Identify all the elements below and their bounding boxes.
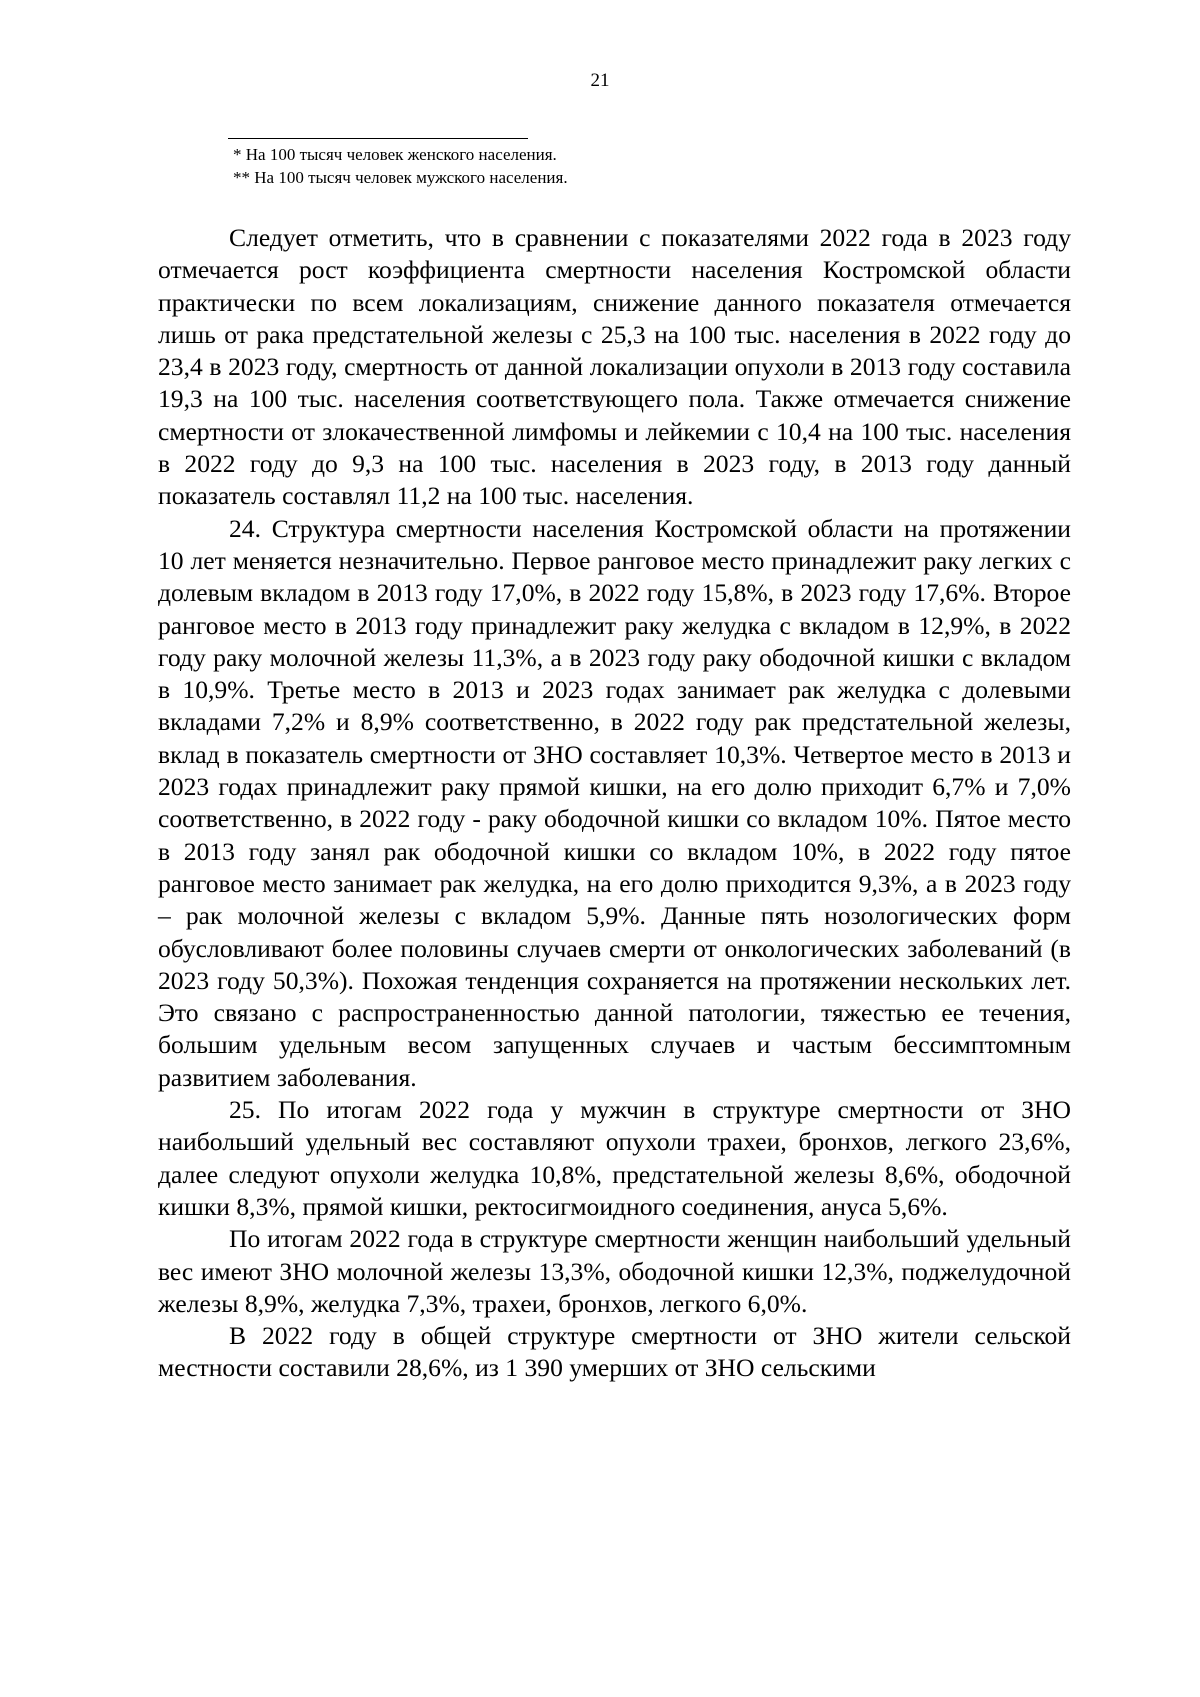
page-number: 21 (590, 70, 610, 91)
paragraph-rural-mortality: В 2022 году в общей структуре смертности от ЗНО жители сельской местности составили 28,6%, из 1 390 умерших от ЗНО сельскими (158, 1321, 1071, 1383)
main-text (158, 222, 1071, 1385)
paragraph-mortality-dynamics: Следует отметить, что в сравнении с показателями 2022 года в 2023 году отмечается рост коэффициента смертности населения Костромской области практически по всем локализациям, снижение данного показателя отмечается лишь от рака предстательной железы с 25,3 на 100 тыс. населения в 2022 году до 23,4 в 2023 году, смертность от данной локализации опухоли в 2013 году составила 19,3 на 100 тыс. населения соответствующего пола. Также отмечается снижение смертности от злокачественной лимфомы и лейкемии с 10,4 на 100 тыс. населения в 2022 году до 9,3 на 100 тыс. населения в 2023 году, в 2013 году данный показатель составлял 11,2 на 100 тыс. населения. (158, 223, 1071, 511)
footnotes (233, 143, 568, 189)
paragraph-24-mortality-structure: 24. Структура смертности населения Костромской области на протяжении 10 лет меняется незначительно. Первое ранговое место принадлежит раку легких с долевым вкладом в 2013 году 17,0%, в 2022 году 15,8%, в 2023 году 17,6%. Второе ранговое место в 2013 году принадлежит раку желудка с вкладом в 12,9%, в 2022 году раку молочной железы 11,3%, а в 2023 году раку ободочной кишки с вкладом в 10,9%. Третье место в 2013 и 2023 годах занимает рак желудка с долевыми вкладами 7,2% и 8,9% соответственно, в 2022 году рак предстательной железы, вклад в показатель смертности от ЗНО составляет 10,3%. Четвертое место в 2013 и 2023 годах принадлежит раку прямой кишки, на его долю приходит 6,7% и 7,0% соответственно, в 2022 году - раку ободочной кишки со вкладом 10%. Пятое место в 2013 году занял рак ободочной кишки со вкладом 10%, в 2022 году пятое ранговое место занимает рак желудка, на его долю приходится 9,3%, а в 2023 году – рак молочной железы с вкладом 5,9%. Данные пять нозологических форм обусловливают более половины случаев смерти от онкологических заболеваний (в 2023 году 50,3%). Похожая тенденция сохраняется на протяжении нескольких лет. Это связано с распространенностью данной патологии, тяжестью ее течения, большим удельным весом запущенных случаев и частым бессимптомным развитием заболевания. (158, 513, 1071, 1092)
paragraph-25-male-mortality: 25. По итогам 2022 года у мужчин в структуре смертности от ЗНО наибольший удельный вес составляют опухоли трахеи, бронхов, легкого 23,6%, далее следуют опухоли желудка 10,8%, предстательной железы 8,6%, ободочной кишки 8,3%, прямой кишки, ректосигмоидного соединения, ануса 5,6%. (158, 1095, 1071, 1221)
footnote-separator (228, 138, 528, 139)
footnote-female-population: * На 100 тысяч человек женского населения. (233, 145, 557, 164)
paragraph-female-mortality: По итогам 2022 года в структуре смертности женщин наибольший удельный вес имеют ЗНО молочной железы 13,3%, ободочной кишки 12,3%, поджелудочной железы 8,9%, желудка 7,3%, трахеи, бронхов, легкого 6,0%. (158, 1224, 1071, 1318)
footnote-male-population: ** На 100 тысяч человек мужского населения. (233, 168, 568, 187)
